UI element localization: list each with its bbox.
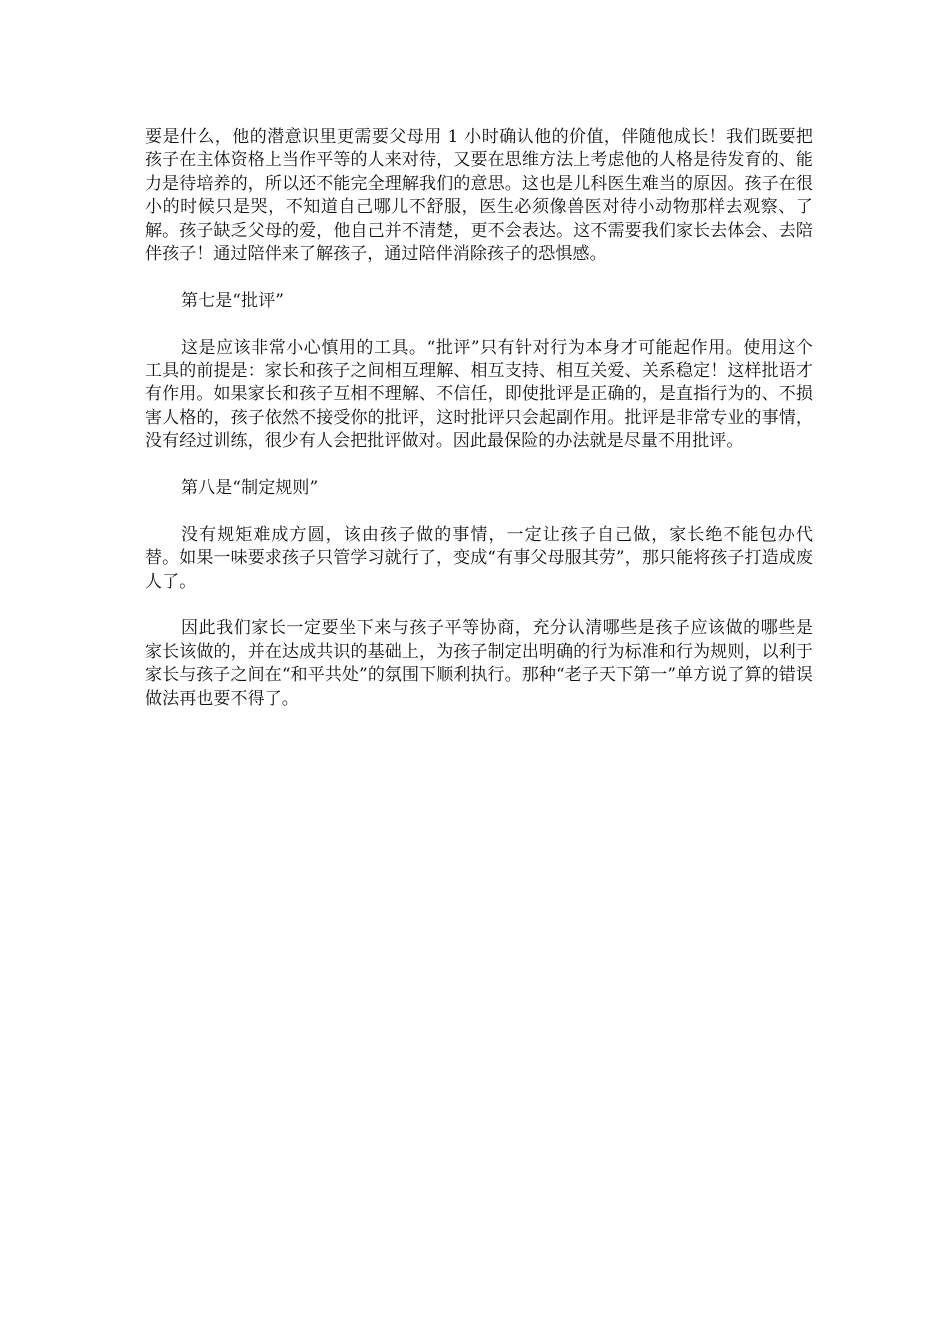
paragraph-criticism: 这是应该非常小心慎用的工具。“批评”只有针对行为本身才可能起作用。使用这个工具的前提是：家长和孩子之间相互理解、相互支持、相互关爱、关系稳定！这样批语才有作用。如果家长和孩子互相不理解、不信任，即使批评是正确的，是直指行为的、不损害人格的，孩子依然不接受你的批评，这时批评只会起副作用。批评是非常专业的事情，没有经过训练，很少有人会把批评做对。因此最保险的办法就是尽量不用批评。 — [145, 337, 813, 452]
section-heading-criticism: 第七是“批评” — [181, 290, 285, 311]
paragraph-continuation: 要是什么，他的潜意识里更需要父母用 1 小时确认他的价值，伴随他成长！我们既要把孩子在主体资格上当作平等的人来对待，又要在思维方法上考虑他的人格是待发育的、能力是待培养的，所以还不能完全理解我们的意思。这也是儿科医生难当的原因。孩子在很小的时候只是哭，不知道自己哪儿不舒服，医生必须像兽医对待小动物那样去观察、了解。孩子缺乏父母的爱，他自己并不清楚，更不会表达。这不需要我们家长去体会、去陪伴孩子！通过陪伴来了解孩子，通过陪伴消除孩子的恐惧感。 — [145, 127, 813, 265]
document-page — [145, 126, 813, 734]
paragraph-rules-1: 没有规矩难成方圆，该由孩子做的事情，一定让孩子自己做，家长绝不能包办代替。如果一味要求孩子只管学习就行了，变成“有事父母服其劳”，那只能将孩子打造成废人了。 — [145, 524, 813, 592]
section-heading-rules: 第八是“制定规则” — [181, 478, 319, 499]
paragraph-rules-2: 因此我们家长一定要坐下来与孩子平等协商，充分认清哪些是孩子应该做的哪些是家长该做的，并在达成共识的基础上，为孩子制定出明确的行为标准和行为规则，以利于家长与孩子之间在“和平共处”的氛围下顺利执行。那种“老子天下第一”单方说了算的错误做法再也要不得了。 — [145, 618, 813, 709]
